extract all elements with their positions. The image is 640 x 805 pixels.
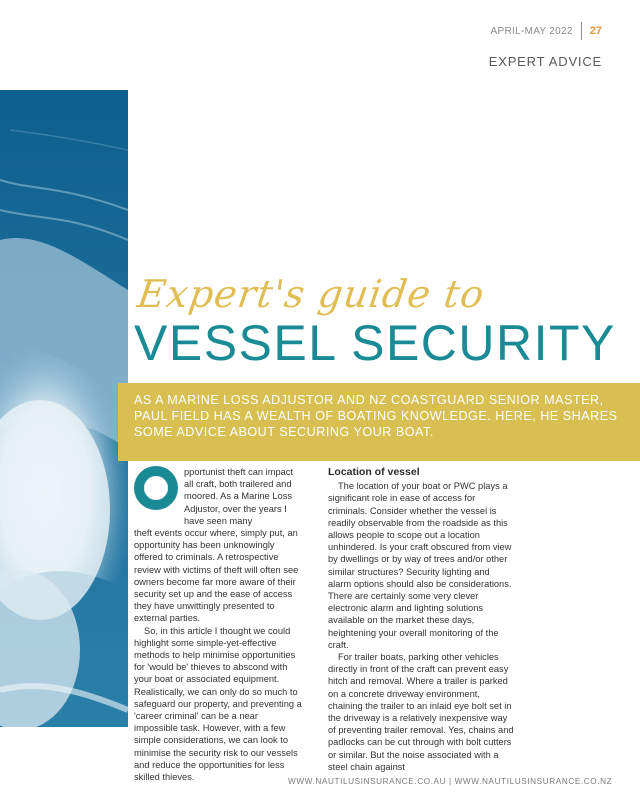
page-header	[491, 22, 602, 40]
footer-urls: WWW.NAUTILUSINSURANCE.CO.AU | WWW.NAUTILUSINSURANCE.CO.NZ	[288, 777, 613, 786]
standfirst-banner	[118, 383, 640, 461]
issue-date: APRIL-MAY 2022	[490, 25, 573, 37]
sea-wake-photo	[0, 90, 128, 727]
article-column-left	[134, 466, 304, 783]
subheading-location: Location of vessel	[328, 466, 420, 478]
body-paragraph-2: So, in this article I thought we could highlight some simple-yet-effective methods to help minimise opportunities for 'would be' thieves to abscond with your boat or associated equipment. Realistically, we can only do so much to safeguard our property, and preventing a 'career criminal' can be a near impossible task. However, with a few simple considerations, we can look to minimise the security risk to our vessels and reduce the opportunities for less skilled thieves.	[134, 625, 302, 783]
drop-cap-o	[134, 466, 178, 510]
body-paragraph-3: The location of your boat or PWC plays a significant role in ease of access for criminals. Consider whether the vessel is readily observable from the roadside as this allows people to scope out a location unhindered. Is your craft obscured from view by dwellings or by way of trees and/or other similar structures? Security lighting and alarm options should also be considerations. There are certainly some very clever electronic alarm and lighting solutions available on the market these days, heightening your overall monitoring of the craft.	[328, 481, 512, 650]
section-label: EXPERT ADVICE	[488, 54, 602, 69]
standfirst-text: AS A MARINE LOSS ADJUSTOR AND NZ COASTGUARD SENIOR MASTER, PAUL FIELD HAS A WEALTH OF BOATING KNOWLEDGE. HERE, HE SHARES SOME ADVICE ABOUT SECURING YOUR BOAT.	[134, 393, 618, 439]
body-paragraph-4: For trailer boats, parking other vehicles directly in front of the craft can prevent easy hitch and removal. Where a trailer is parked on a concrete driveway environment, chaining the trailer to an inlaid eye bolt set in the driveway is a relatively inexpensive way of preventing trailer removal. Yes, chains and padlocks can be cut through with bolt cutters or similar. But the noise associated with a steel chain against	[328, 652, 514, 772]
intro-paragraph: theft events occur where, simply put, an opportunity has been unknowingly offered to criminals. A retrospective review with victims of theft will often see owners become far more aware of their security set up and the ease of access they have unwittingly presented to external parties.	[134, 528, 299, 624]
script-title: Expert's guide to	[134, 272, 488, 316]
intro-lead: pportunist theft can impact all craft, both trailered and moored. As a Marine Loss Adjustor, over the years I have seen many	[184, 467, 294, 526]
main-title: VESSEL SECURITY	[134, 315, 616, 371]
article-column-right	[328, 466, 514, 773]
page-number: 27	[589, 25, 602, 37]
header-divider	[581, 22, 582, 40]
